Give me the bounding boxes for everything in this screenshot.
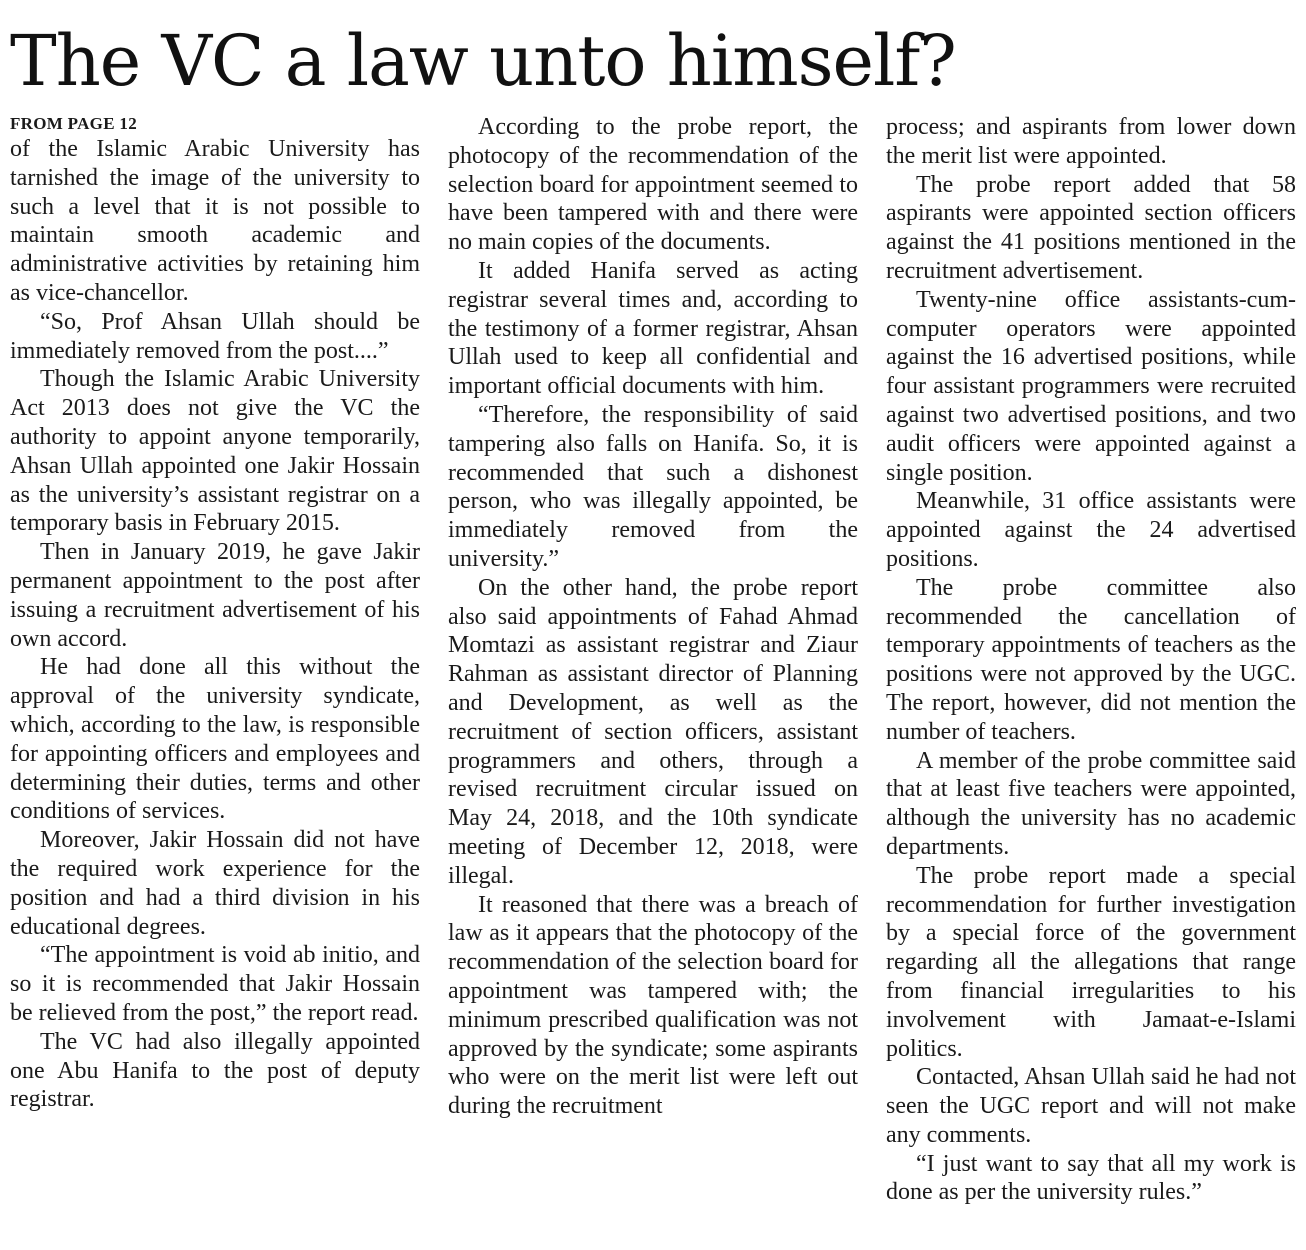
paragraph: The probe committee also recommended the cancellation of temporary appointments of teachers as the positions were not approved by the UGC. The report, however, did not mention the number of teachers. (886, 574, 1296, 745)
paragraph: A member of the probe committee said that at least five teachers were appointed, although the university has no academic departments. (886, 747, 1296, 860)
paragraph: “Therefore, the responsibility of said tampering also falls on Hanifa. So, it is recommended that such a dishonest person, who was illegally appointed, be immediately removed from the university.” (448, 401, 858, 572)
article-column-3 (886, 113, 1296, 1207)
paragraph: Contacted, Ahsan Ullah said he had not seen the UGC report and will not make any comments. (886, 1064, 1296, 1148)
headline: The VC a law unto himself? (10, 20, 956, 102)
paragraph: It reasoned that there was a breach of law as it appears that the photocopy of the recommendation of the selection board for appointment was tampered with; the minimum prescribed qualification was not approved by the syndicate; some aspirants who were on the merit list were left out during the recruitment (448, 891, 858, 1120)
paragraph: Then in January 2019, he gave Jakir permanent appointment to the post after issuing a recruitment advertisement of his own accord. (10, 539, 420, 652)
paragraph: The probe report added that 58 aspirants were appointed section officers against the 41 positions mentioned in the recruitment advertisement. (886, 171, 1296, 284)
paragraph: of the Islamic Arabic University has tarnished the image of the university to such a level that it is not possible to maintain smooth academic and administrative activities by retaining him as vice-chancellor. (10, 136, 420, 306)
article-column-2 (448, 113, 858, 1121)
paragraph: “The appointment is void ab initio, and so it is recommended that Jakir Hossain be relieved from the post,” the report read. (10, 942, 420, 1026)
paragraph: On the other hand, the probe report also said appointments of Fahad Ahmad Momtazi as assistant registrar and Ziaur Rahman as assistant director of Planning and Development, as well as the recruitment of section officers, assistant programmers and others, through a revised recruitment circular issued on May 24, 2018, and the 10th syndicate meeting of December 12, 2018, were illegal. (448, 574, 858, 889)
paragraph: Meanwhile, 31 office assistants were appointed against the 24 advertised positions. (886, 488, 1296, 572)
article-column-1 (10, 115, 420, 1114)
paragraph: “I just want to say that all my work is done as per the university rules.” (886, 1150, 1296, 1206)
paragraph: Moreover, Jakir Hossain did not have the required work experience for the position and had a third division in his educational degrees. (10, 827, 420, 940)
paragraph: process; and aspirants from lower down the merit list were appointed. (886, 114, 1296, 169)
paragraph: According to the probe report, the photocopy of the recommendation of the selection board for appointment seemed to have been tampered with and there were no main copies of the documents. (448, 114, 858, 256)
continuation-kicker: FROM PAGE 12 (10, 114, 137, 133)
paragraph: Twenty-nine office assistants-cum-computer operators were appointed against the 16 advertised positions, while four assistant programmers were recruited against two advertised positions, and two audit officers were appointed against a single position. (886, 286, 1296, 486)
paragraph: The probe report made a special recommendation for further investigation by a special force of the government regarding all the allegations that range from financial irregularities to his involvement with Jamaat-e-Islami politics. (886, 862, 1296, 1062)
paragraph: “So, Prof Ahsan Ullah should be immediately removed from the post....” (10, 308, 420, 364)
paragraph: It added Hanifa served as acting registrar several times and, according to the testimony of a former registrar, Ahsan Ullah used to keep all confidential and important official documents with him. (448, 257, 858, 400)
paragraph: The VC had also illegally appointed one Abu Hanifa to the post of deputy registrar. (10, 1028, 420, 1113)
paragraph: He had done all this without the approval of the university syndicate, which, according to the law, is responsible for appointing officers and employees and determining their duties, terms and other conditions of services. (10, 654, 420, 825)
paragraph: Though the Islamic Arabic University Act 2013 does not give the VC the authority to appoint anyone temporarily, Ahsan Ullah appointed one Jakir Hossain as the university’s assistant registrar on a temporary basis in February 2015. (10, 366, 420, 537)
